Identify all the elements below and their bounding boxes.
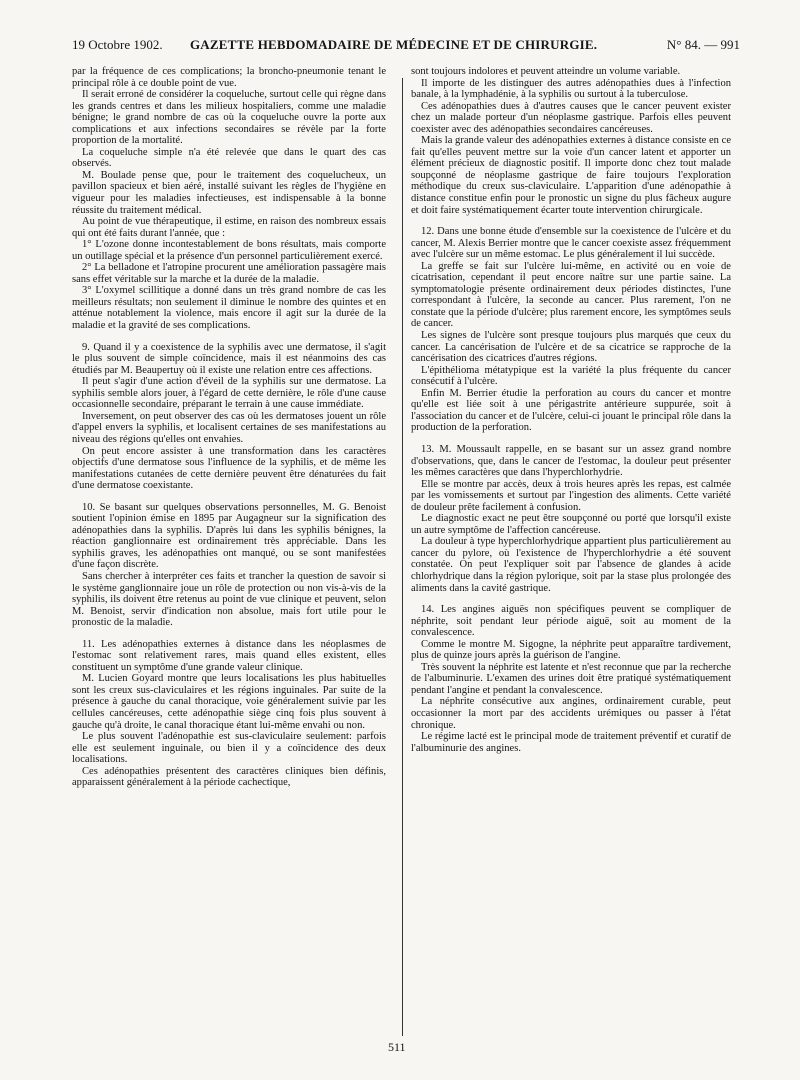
section-10-paragraph: 10. Se basant sur quelques observations personnelles, M. G. Benoist soutient l'opinion émise en 1895 par Augagneur sur la signification des adénopathies dans la syphilis. D'après lui dans les syphilis bénignes, la réaction ganglionnaire est ordinairement très appréciable. Dans les syphilis graves, les adénopathies ont manqué, ou se sont manifestées d'une façon discrète. bbox=[72, 501, 386, 571]
left-column bbox=[72, 66, 386, 789]
section-12-paragraph: 12. Dans une bonne étude d'ensemble sur la coexistence de l'ulcère et du cancer, M. Alexis Berrier montre que le cancer coexiste assez fréquemment avec l'ulcère sur un même estomac. Le plus généralement il lui succède. bbox=[411, 226, 731, 261]
paragraph: Sans chercher à interpréter ces faits et trancher la question de savoir si le système ganglionnaire joue un rôle de protection ou non vis-à-vis de la syphilis, ils doivent être retenus au point de vue clinique et peuvent, selon M. Benoist, servir d'indication non absolue, mais fort utile pour le pronostic de la maladie. bbox=[72, 570, 386, 629]
section-9-paragraph: 9. Quand il y a coexistence de la syphilis avec une dermatose, il s'agit le plus souvent de simple coïncidence, mais il est néanmoins des cas étudiés par M. Beaupertuy où il existe une relation entre ces affections. bbox=[72, 341, 386, 376]
paragraph: La greffe se fait sur l'ulcère lui-même, en activité ou en voie de cicatrisation, cependant il peut encore naître sur une partie saine. La symptomatologie présente ordinairement deux périodes distinctes, l'une correspondant à l'ulcère, la seconde au cancer. Plus rarement, l'on ne constate que la période d'ulcère; plus rarement encore, les symptômes seuls de cancer. bbox=[411, 260, 731, 330]
paragraph: La néphrite consécutive aux angines, ordinairement curable, peut occasionner la mort par des accidents urémiques ou passer à l'état chronique. bbox=[411, 696, 731, 731]
paragraph: On peut encore assister à une transformation dans les caractères objectifs d'une dermatose sous l'influence de la syphilis, et de même les manifestations cutanées de cette dernière peuvent être dénaturées du fait d'une dermatose coexistante. bbox=[72, 445, 386, 492]
running-header bbox=[72, 36, 740, 58]
paragraph: L'épithélioma métatypique est la variété la plus fréquente du cancer consécutif à l'ulcère. bbox=[411, 364, 731, 388]
journal-title: GAZETTE HEBDOMADAIRE DE MÉDECINE ET DE CHIRURGIE. bbox=[190, 37, 598, 52]
paragraph: par la fréquence de ces complications; la broncho-pneumonie tenant le principal rôle à ce double point de vue. bbox=[72, 66, 386, 89]
paragraph: Ces adénopathies présentent des caractères cliniques bien définis, apparaissent généralement à la période cachectique, bbox=[72, 765, 386, 789]
section-11-paragraph: 11. Les adénopathies externes à distance dans les néoplasmes de l'estomac sont relativement rares, mais quand elles existent, elles constituent un symptôme d'une grande valeur clinique. bbox=[72, 638, 386, 673]
paragraph: Il peut s'agir d'une action d'éveil de la syphilis sur une dermatose. La syphilis semble alors jouer, à l'égard de cette dernière, le rôle d'une cause occasionnelle secondaire, préparant le terrain à une cause immédiate. bbox=[72, 376, 386, 411]
issue-date: 19 Octobre 1902. bbox=[72, 37, 163, 52]
paragraph: sont toujours indolores et peuvent atteindre un volume variable. bbox=[411, 66, 681, 77]
paragraph: Elle se montre par accès, deux à trois heures après les repas, est calmée par les vomissements et surtout par l'ingestion des aliments. Cette variété de douleur prête facilement à confusion. bbox=[411, 478, 731, 513]
paragraph: Enfin M. Berrier étudie la perforation au cours du cancer et montre qu'elle est liée soit à une périgastrite antérieure suppurée, soit à l'association du cancer et de l'ulcère, celui-ci jouant le principal rôle dans la production de la perforation. bbox=[411, 387, 731, 434]
section-13-paragraph: 13. M. Moussault rappelle, en se basant sur un assez grand nombre d'observations, que, dans le cancer de l'estomac, la douleur peut présenter les mêmes caractères que dans l'hyperchlorhydrie. bbox=[411, 443, 731, 479]
column-divider bbox=[402, 78, 403, 1036]
paragraph: Les signes de l'ulcère sont presque toujours plus marqués que ceux du cancer. La cancérisation de l'ulcère et de sa cicatrice se rapproche de la cancérisation des cicatrices d'autres régions. bbox=[411, 330, 731, 365]
paragraph: Inversement, on peut observer des cas où les dermatoses jouent un rôle d'appel envers la syphilis, et localisent certaines de ses manifestations au niveau des régions qu'elles ont envahies. bbox=[72, 410, 386, 445]
issue-number-page: N° 84. — 991 bbox=[666, 37, 740, 52]
paragraph: Mais la grande valeur des adénopathies externes à distance consiste en ce fait qu'elles peuvent mettre sur la voie d'un cancer latent et apporter un élément précieux de diagnostic positif. Il importe donc chez tout malade soupçonné de néoplasme gastrique de faire toujours l'exploration méthodique du creux sus-claviculaire. L'apparition d'une adénopathie à distance constitue enfin pour le pronostic un signe du plus fâcheux augure et doit faire systématiquement écarter toute intervention chirurgicale. bbox=[411, 135, 731, 216]
section-14-paragraph: 14. Les angines aiguës non spécifiques peuvent se compliquer de néphrite, soit pendant leur période aiguë, soit au moment de la convalescence. bbox=[411, 604, 731, 639]
paragraph: 1° L'ozone donne incontestablement de bons résultats, mais comporte un outillage spécial et la présence d'un personnel particulièrement exercé. bbox=[72, 239, 386, 262]
paragraph: M. Lucien Goyard montre que leurs localisations les plus habituelles sont les creux sus-claviculaires et les régions inguinales. Par suite de la présence à gauche du canal thoracique, voie généralement suivie par les cellules cancéreuses, cette adénopathie siège cinq fois plus souvent à gauche qu'à droite, le canal thoracique étant lui-même envahi ou non. bbox=[72, 673, 386, 731]
paragraph: Ces adénopathies dues à d'autres causes que le cancer peuvent exister chez un malade porteur d'un néoplasme gastrique. Parfois elles peuvent coexister avec des adénopathies secondaires cancéreuses. bbox=[411, 100, 731, 135]
paragraph: Très souvent la néphrite est latente et n'est reconnue que par la recherche de l'albuminurie. L'examen des urines doit être pratiqué systématiquement pendant l'angine et pendant la convalescence. bbox=[411, 661, 731, 696]
paragraph: Il importe de les distinguer des autres adénopathies dues à l'infection banale, à la lymphadénie, à la syphilis ou surtout à la tuberculose. bbox=[411, 77, 731, 101]
paragraph: Il serait erroné de considérer la coqueluche, surtout celle qui règne dans les grands centres et dans les milieux hospitaliers, comme une maladie bénigne; le grand nombre de cas où la coqueluche ouvre la porte aux complications et aux infections secondaires se révèle par la forte proportion de la mortalité. bbox=[72, 89, 386, 147]
paragraph: La douleur à type hyperchlorhydrique appartient plus particulièrement au cancer du pylore, où l'existence de l'hyperchlorhydrie a été souvent constatée. On peut l'expliquer soit par l'absence de glandes à acide chlorhydrique dans la région pylorique, soit par la stase plus prolongée des aliments dans la cavité gastrique. bbox=[411, 536, 731, 594]
paragraph: La coqueluche simple n'a été relevée que dans le quart des cas observés. bbox=[72, 146, 386, 170]
paragraph: Le régime lacté est le principal mode de traitement préventif et curatif de l'albuminurie des angines. bbox=[411, 731, 731, 754]
paragraph: 3° L'oxymel scillitique a donné dans un très grand nombre de cas les meilleurs résultats; non seulement il diminue le nombre des quintes et en atténue notablement la violence, mais encore il agit sur la durée de la maladie et la gravité de ses complications. bbox=[72, 285, 386, 332]
paragraph: Comme le montre M. Sigogne, la néphrite peut apparaître tardivement, plus de quinze jours après la guérison de l'angine. bbox=[411, 638, 731, 662]
paragraph: Le plus souvent l'adénopathie est sus-claviculaire seulement: parfois elle est seulement inguinale, ou bien il y a coïncidence des deux localisations. bbox=[72, 731, 386, 766]
paragraph: Le diagnostic exact ne peut être soupçonné ou porté que lorsqu'il existe un autre symptôme de l'affection cancéreuse. bbox=[411, 513, 731, 536]
paragraph: 2° La belladone et l'atropine procurent une amélioration passagère mais sans effet véritable sur la marche et la durée de la maladie. bbox=[72, 262, 386, 285]
right-column bbox=[411, 66, 731, 754]
paragraph: Au point de vue thérapeutique, il estime, en raison des nombreux essais qui ont été faits durant l'année, que : bbox=[72, 216, 386, 239]
page-folio: 511 bbox=[388, 1040, 406, 1054]
paragraph: M. Boulade pense que, pour le traitement des coquelucheux, un pavillon spacieux et bien aéré, installé suivant les règles de l'hygiène en vigueur pour les maladies infectieuses, est indispensable à la bonne réussite du traitement médical. bbox=[72, 169, 386, 216]
